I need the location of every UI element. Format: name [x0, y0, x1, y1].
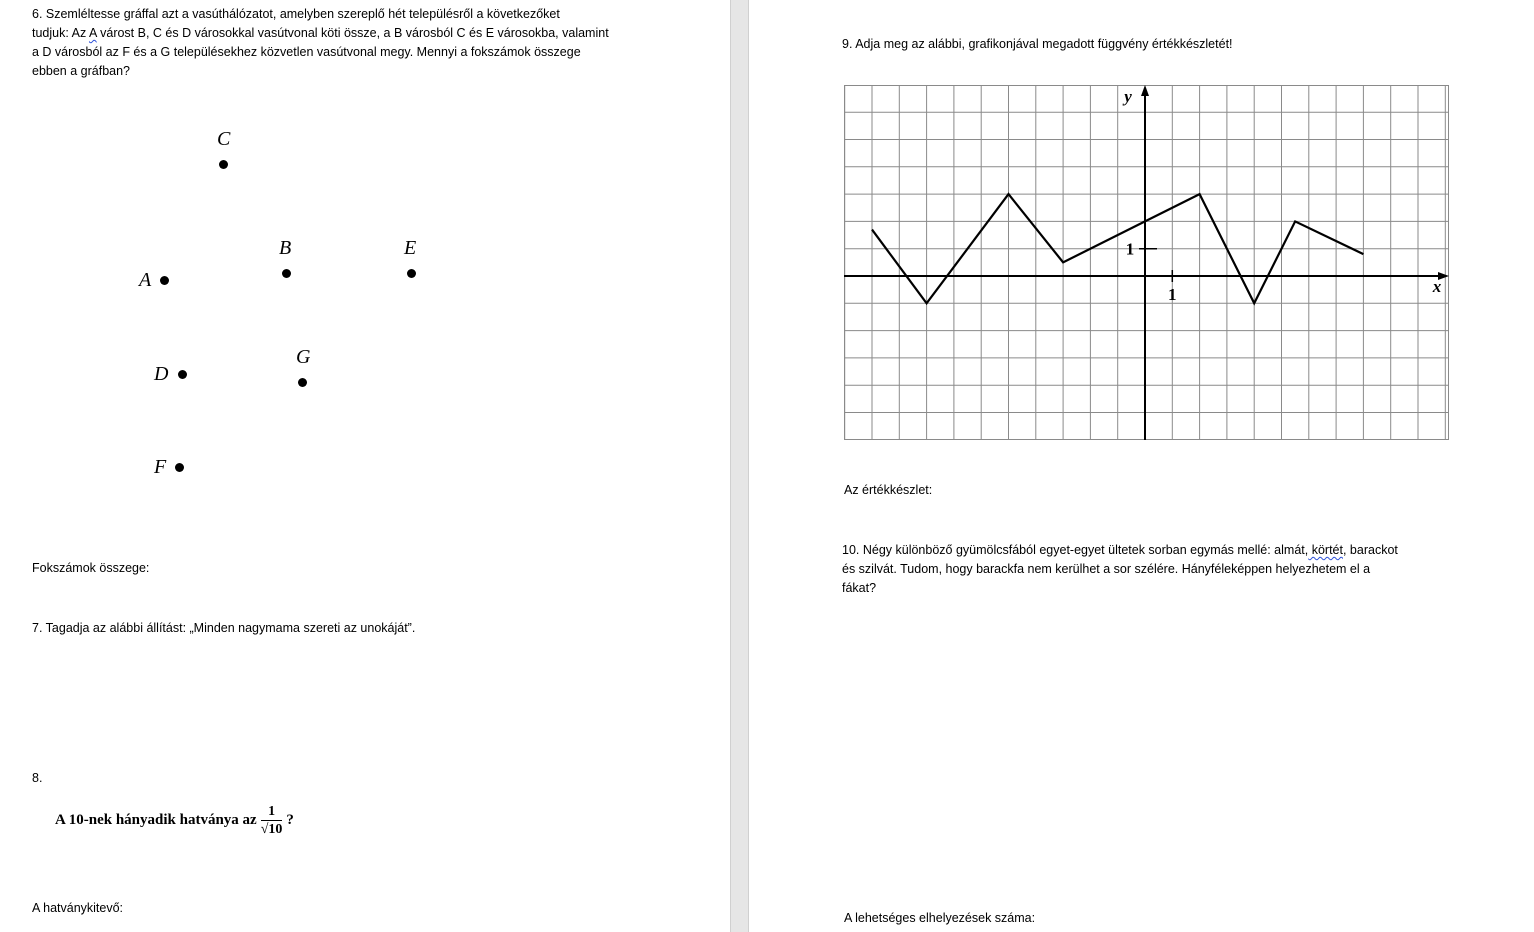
- node-label-b: B: [279, 237, 292, 259]
- q6-text-line-1: 6. Szemléltesse gráffal azt a vasúthálózatot, amelyben szereplő hét településről a következőket: [32, 7, 560, 21]
- q10-answer-label: A lehetséges elhelyezések száma:: [844, 911, 1036, 925]
- node-dot-c: [219, 160, 228, 169]
- chart-grid: [844, 86, 1449, 441]
- q8-question-mark: ?: [286, 812, 294, 828]
- node-dot-a: [160, 276, 169, 285]
- q9-text: 9. Adja meg az alábbi, grafikonjával megadott függvény értékkészletét!: [842, 37, 1233, 51]
- q8-fraction-numerator: 1: [261, 803, 283, 821]
- node-dot-d: [178, 370, 187, 379]
- left-page: [0, 0, 730, 932]
- node-dot-b: [282, 269, 291, 278]
- q10-line-1-start: 10. Négy különböző gyümölcsfából egyet-egyet ültetek sorban egymás mellé: almát,: [842, 543, 1309, 557]
- node-label-g: G: [296, 346, 311, 368]
- q10-text-line-2: és szilvát. Tudom, hogy barackfa nem kerülhet a sor szélére. Hányféleképpen helyezhetem el a: [842, 562, 1371, 576]
- chart-axes: [844, 85, 1449, 440]
- node-dot-e: [407, 269, 416, 278]
- node-dot-f: [175, 463, 184, 472]
- q10-kortet-marked: körtét: [1308, 543, 1343, 557]
- q6-line-2-start: tudjuk: Az: [32, 26, 89, 40]
- y-axis-label: y: [1124, 87, 1132, 106]
- q6-city-a-marked: A: [88, 26, 97, 40]
- q10-line-1-end: , barackot: [1342, 543, 1398, 557]
- node-label-c: C: [217, 128, 231, 150]
- q6-text-line-4: ebben a gráfban?: [32, 64, 131, 78]
- q8-fraction-denominator: √10: [260, 821, 283, 837]
- y-tick-label-1: 1: [1125, 239, 1135, 259]
- q6-answer-label: Fokszámok összege:: [32, 561, 150, 575]
- q6-line-2-rest: várost B, C és D városokkal vasútvonal köti össze, a B városból C és E városokba, valamint: [96, 26, 609, 40]
- q10-text-line-3: fákat?: [842, 581, 877, 595]
- q8-question: [55, 800, 294, 840]
- q7-text: 7. Tagadja az alábbi állítást: „Minden nagymama szereti az unokáját”.: [32, 621, 416, 635]
- q8-number: 8.: [32, 771, 43, 785]
- node-dot-g: [298, 378, 307, 387]
- x-axis-label: x: [1432, 277, 1442, 296]
- q8-answer-label: A hatványkitevő:: [32, 901, 124, 915]
- node-label-d: D: [154, 363, 169, 385]
- q10-text-line-1: [842, 541, 1398, 561]
- page-gutter: [730, 0, 749, 932]
- q8-fraction: [261, 803, 283, 839]
- node-label-a: A: [139, 269, 152, 291]
- function-graph: [844, 84, 1449, 440]
- grid-border: [845, 86, 1449, 440]
- node-label-e: E: [404, 237, 417, 259]
- x-tick-label-1: 1: [1168, 285, 1177, 304]
- q6-text-line-2: [32, 24, 609, 44]
- q9-answer-label: Az értékkészlet:: [844, 483, 933, 497]
- right-page: [749, 0, 1534, 932]
- q8-question-text: A 10-nek hányadik hatványa az: [55, 812, 257, 828]
- q6-text-line-3: a D városból az F és a G településekhez közvetlen vasútvonal megy. Mennyi a fokszámok összege: [32, 45, 581, 59]
- y-axis-arrow: [1141, 85, 1149, 96]
- node-label-f: F: [154, 456, 167, 478]
